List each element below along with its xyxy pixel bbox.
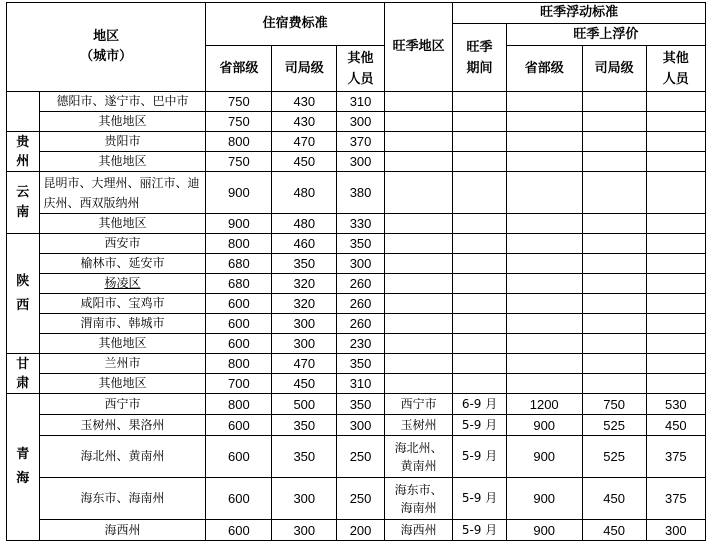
city-cell: 其他地区 <box>39 374 206 394</box>
table-row <box>7 294 706 314</box>
peak-period-cell: 6-9 月 <box>453 394 506 415</box>
region-header: 地区 （城市） <box>7 3 206 92</box>
table-row <box>7 92 706 112</box>
bureau-cell: 300 <box>272 314 337 334</box>
table-row <box>7 374 706 394</box>
table-row <box>7 274 706 294</box>
provincial-cell: 600 <box>206 520 272 541</box>
peak-provincial-cell: 900 <box>506 415 582 436</box>
provincial-cell: 750 <box>206 152 272 172</box>
city-cell: 德阳市、遂宁市、巴中市 <box>39 92 206 112</box>
table-row <box>7 436 706 478</box>
provincial-cell: 600 <box>206 436 272 478</box>
city-cell: 榆林市、延安市 <box>39 254 206 274</box>
bureau-cell: 350 <box>272 415 337 436</box>
bureau-cell: 350 <box>272 436 337 478</box>
bureau-cell: 300 <box>272 478 337 520</box>
others-cell: 260 <box>337 274 385 294</box>
peak-period-header: 旺季期间 <box>453 24 506 92</box>
provincial-cell: 600 <box>206 314 272 334</box>
peak-bureau-cell: 450 <box>582 520 646 541</box>
provincial-cell: 900 <box>206 172 272 214</box>
lodging-standard-header: 住宿费标准 <box>206 3 384 46</box>
bureau-cell: 450 <box>272 374 337 394</box>
city-cell: 西宁市 <box>39 394 206 415</box>
peak-region-header: 旺季地区 <box>384 3 453 92</box>
bureau-cell: 300 <box>272 334 337 354</box>
provincial-cell: 750 <box>206 112 272 132</box>
table-row <box>7 415 706 436</box>
table-row <box>7 520 706 541</box>
others-cell: 250 <box>337 478 385 520</box>
peak-region-cell: 西宁市 <box>384 394 453 415</box>
bureau-cell: 470 <box>272 132 337 152</box>
others-cell: 250 <box>337 436 385 478</box>
table-row <box>7 394 706 415</box>
city-cell: 昆明市、大理州、丽江市、迪庆州、西双版纳州 <box>39 172 206 214</box>
bureau-cell: 300 <box>272 520 337 541</box>
provincial-cell: 600 <box>206 478 272 520</box>
provincial-cell: 600 <box>206 415 272 436</box>
peak-others-cell: 375 <box>646 478 705 520</box>
peak-others-cell: 530 <box>646 394 705 415</box>
others-cell: 300 <box>337 415 385 436</box>
others-cell: 380 <box>337 172 385 214</box>
peak-region-cell: 海西州 <box>384 520 453 541</box>
others-cell: 260 <box>337 314 385 334</box>
peak-bureau-cell: 450 <box>582 478 646 520</box>
province-shaanxi: 陕西 <box>7 234 40 354</box>
others-cell: 230 <box>337 334 385 354</box>
peak-provincial-cell: 900 <box>506 478 582 520</box>
bureau-cell: 320 <box>272 294 337 314</box>
peak-period-cell: 5-9 月 <box>453 478 506 520</box>
table-row <box>7 478 706 520</box>
table-row <box>7 152 706 172</box>
province-yunnan: 云南 <box>7 172 40 234</box>
provincial-cell: 680 <box>206 274 272 294</box>
others-cell: 350 <box>337 234 385 254</box>
others-cell: 350 <box>337 354 385 374</box>
city-cell: 贵阳市 <box>39 132 206 152</box>
others-cell: 370 <box>337 132 385 152</box>
peak-bureau-cell: 525 <box>582 436 646 478</box>
provincial-cell: 800 <box>206 234 272 254</box>
table-row <box>7 334 706 354</box>
city-cell: 西安市 <box>39 234 206 254</box>
lodging-standard-table <box>6 2 706 541</box>
peak-provincial-header: 省部级 <box>506 46 582 92</box>
bureau-cell: 350 <box>272 254 337 274</box>
peak-others-cell: 300 <box>646 520 705 541</box>
provincial-cell: 700 <box>206 374 272 394</box>
others-cell: 300 <box>337 152 385 172</box>
table-row <box>7 234 706 254</box>
others-cell: 350 <box>337 394 385 415</box>
bureau-cell: 500 <box>272 394 337 415</box>
city-cell: 其他地区 <box>39 214 206 234</box>
province-qinghai: 青海 <box>7 394 40 541</box>
bureau-header: 司局级 <box>272 46 337 92</box>
provincial-cell: 800 <box>206 354 272 374</box>
bureau-cell: 450 <box>272 152 337 172</box>
peak-bureau-cell: 750 <box>582 394 646 415</box>
city-cell: 渭南市、韩城市 <box>39 314 206 334</box>
peak-region-cell: 玉树州 <box>384 415 453 436</box>
city-cell: 其他地区 <box>39 112 206 132</box>
city-cell: 海东市、海南州 <box>39 478 206 520</box>
city-cell: 兰州市 <box>39 354 206 374</box>
peak-period-cell: 5-9 月 <box>453 436 506 478</box>
peak-period-cell: 5-9 月 <box>453 520 506 541</box>
provincial-cell: 800 <box>206 394 272 415</box>
province-cell-continued <box>7 92 40 132</box>
table-row <box>7 354 706 374</box>
table-row <box>7 172 706 214</box>
provincial-cell: 600 <box>206 294 272 314</box>
bureau-cell: 480 <box>272 214 337 234</box>
others-cell: 310 <box>337 374 385 394</box>
table-row <box>7 214 706 234</box>
city-cell: 海北州、黄南州 <box>39 436 206 478</box>
peak-period-cell: 5-9 月 <box>453 415 506 436</box>
peak-others-header: 其他人员 <box>646 46 705 92</box>
city-cell: 玉树州、果洛州 <box>39 415 206 436</box>
table-row <box>7 132 706 152</box>
bureau-cell: 430 <box>272 92 337 112</box>
others-cell: 300 <box>337 254 385 274</box>
table-row <box>7 112 706 132</box>
table-row <box>7 314 706 334</box>
provincial-cell: 600 <box>206 334 272 354</box>
peak-float-standard-header: 旺季浮动标准 <box>453 3 706 24</box>
provincial-header: 省部级 <box>206 46 272 92</box>
others-cell: 200 <box>337 520 385 541</box>
city-cell: 咸阳市、宝鸡市 <box>39 294 206 314</box>
provincial-cell: 750 <box>206 92 272 112</box>
province-guizhou: 贵州 <box>7 132 40 172</box>
peak-others-cell: 375 <box>646 436 705 478</box>
provincial-cell: 900 <box>206 214 272 234</box>
province-gansu: 甘肃 <box>7 354 40 394</box>
table-row <box>7 254 706 274</box>
others-cell: 260 <box>337 294 385 314</box>
others-header: 其他人员 <box>337 46 385 92</box>
bureau-cell: 320 <box>272 274 337 294</box>
city-cell: 杨凌区 <box>39 274 206 294</box>
bureau-cell: 470 <box>272 354 337 374</box>
peak-provincial-cell: 900 <box>506 436 582 478</box>
bureau-cell: 460 <box>272 234 337 254</box>
peak-region-cell: 海东市、海南州 <box>384 478 453 520</box>
bureau-cell: 480 <box>272 172 337 214</box>
city-cell: 其他地区 <box>39 152 206 172</box>
city-cell: 其他地区 <box>39 334 206 354</box>
peak-bureau-header: 司局级 <box>582 46 646 92</box>
others-cell: 310 <box>337 92 385 112</box>
others-cell: 330 <box>337 214 385 234</box>
peak-upper-price-header: 旺季上浮价 <box>506 24 705 46</box>
peak-bureau-cell: 525 <box>582 415 646 436</box>
others-cell: 300 <box>337 112 385 132</box>
provincial-cell: 800 <box>206 132 272 152</box>
peak-others-cell: 450 <box>646 415 705 436</box>
peak-provincial-cell: 900 <box>506 520 582 541</box>
peak-provincial-cell: 1200 <box>506 394 582 415</box>
city-cell: 海西州 <box>39 520 206 541</box>
bureau-cell: 430 <box>272 112 337 132</box>
peak-region-cell: 海北州、黄南州 <box>384 436 453 478</box>
provincial-cell: 680 <box>206 254 272 274</box>
